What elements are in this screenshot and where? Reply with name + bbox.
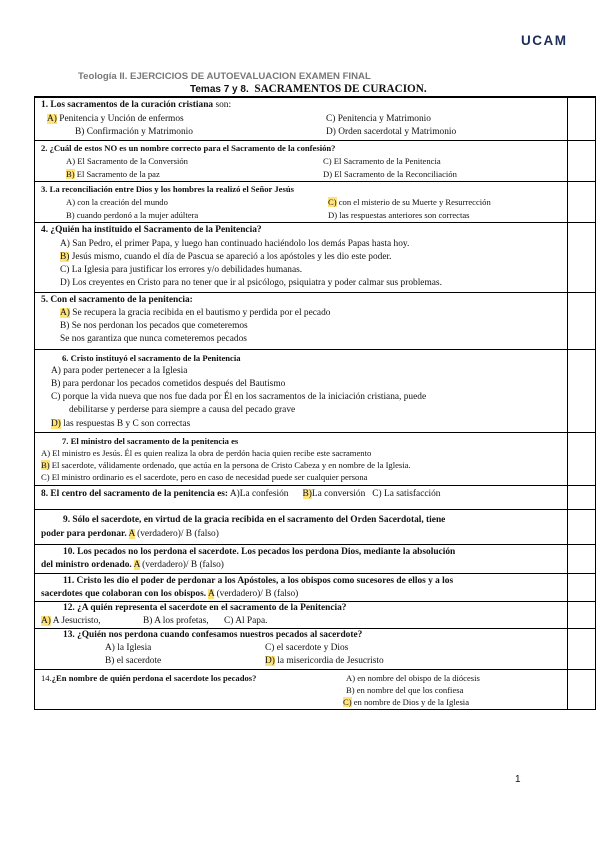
answer-highlight: B) xyxy=(41,460,50,470)
option-4a: A) San Pedro, el primer Papa, y luego han continuado haciéndolo los demás Papas hasta hoy. xyxy=(60,239,410,249)
question-row-8 xyxy=(35,485,595,509)
question-row-2 xyxy=(35,140,595,181)
question-row-4 xyxy=(35,222,595,292)
question-row-1 xyxy=(35,97,595,140)
option-6a: A) para poder pertenecer a la Iglesia xyxy=(51,366,188,376)
option-5b: B) Se nos perdonan los pecados que cometeremos xyxy=(60,321,248,331)
option-12c: C) Al Papa. xyxy=(224,616,268,626)
option-7c: C) El ministro ordinario es el sacerdote, pero en caso de necesidad puede ser cualquier persona xyxy=(41,472,368,482)
answer-highlight: B) xyxy=(66,169,75,179)
question-10-line1: 10. Los pecados no los perdona el sacerdote. Los pecados los perdona Dios, mediante la absolución xyxy=(63,547,456,557)
option-4b: B) Jesús mismo, cuando el día de Pascua se apareció a los apóstoles y les dio este poder. xyxy=(60,252,392,262)
question-3-title: 3. La reconciliación entre Dios y los hombres la realizó el Señor Jesús xyxy=(41,184,294,194)
question-2-title: 2. ¿Cuál de estos NO es un nombre correcto para el Sacramento de la confesión? xyxy=(41,143,336,153)
question-row-14 xyxy=(35,669,595,709)
question-row-6 xyxy=(35,349,595,432)
option-1c: C) Penitencia y Matrimonio xyxy=(326,114,431,124)
answer-highlight: A) xyxy=(47,114,57,124)
answer-highlight: D) xyxy=(265,656,275,666)
answer-highlight: C) xyxy=(328,197,337,207)
option-12b: B) A los profetas, xyxy=(143,616,209,626)
question-row-10 xyxy=(35,544,595,573)
exercise-table xyxy=(34,96,596,710)
answer-highlight: A xyxy=(207,589,215,599)
question-14-title: 14.¿En nombre de quién perdona el sacerdote los pecados? xyxy=(41,673,257,683)
option-6c-line2: debilitarse y perderse para siempre a causa del pecado grave xyxy=(69,405,296,415)
option-13d: D) la misericordia de Jesucristo xyxy=(265,656,384,666)
option-4c: C) La Iglesia para justificar los errores y/o debilidades humanas. xyxy=(60,265,303,275)
option-2b: B) El Sacramento de la paz xyxy=(66,169,160,179)
question-8: 8. El centro del sacramento de la penitencia es: A)La confesión B)La conversión C) La satisfacción xyxy=(41,489,441,499)
option-7b: B) El sacerdote, válidamente ordenado, que actúa en la persona de Cristo Cabeza y en nombre de la Iglesia. xyxy=(41,460,411,470)
ucam-logo: UCAM xyxy=(521,33,568,48)
question-7-title: 7. El ministro del sacramento de la penitencia es xyxy=(62,436,239,446)
question-12-title: 12. ¿A quién representa el sacerdote en el sacramento de la Penitencia? xyxy=(63,603,347,613)
question-6-title: 6. Cristo instituyó el sacramento de la Penitencia xyxy=(62,353,241,363)
question-9-line2: poder para perdonar. A (verdadero)/ B (falso) xyxy=(41,529,219,539)
option-6b: B) para perdonar los pecados cometidos después del Bautismo xyxy=(51,379,286,389)
question-13-title: 13. ¿Quién nos perdona cuando confesamos nuestros pecados al sacerdote? xyxy=(63,630,363,640)
question-4-title: 4. ¿Quién ha instituido el Sacramento de la Penitencia? xyxy=(41,225,262,235)
option-2c: C) El Sacramento de la Penitencia xyxy=(323,156,441,166)
option-1a: A) Penitencia y Unción de enfermos xyxy=(47,114,184,124)
question-8-title: 8. El centro del sacramento de la penitencia es: xyxy=(41,489,229,499)
option-12a: A) A Jesucristo, xyxy=(41,616,101,626)
option-14a: A) en nombre del obispo de la diócesis xyxy=(346,673,480,683)
option-5c: Se nos garantiza que nunca cometeremos pecados xyxy=(60,334,247,344)
document-subtitle xyxy=(190,83,427,95)
answer-highlight: B) xyxy=(60,252,70,262)
answer-highlight: B) xyxy=(302,489,312,499)
option-6c-line1: C) porque la vida nueva que nos fue dada por Él en los sacramentos de la iniciación cristiana, puede xyxy=(51,392,427,402)
page-number: 1 xyxy=(515,774,521,785)
option-4d: D) Los creyentes en Cristo para no tener que ir al psicólogo, psiquiatra y poder calmar sus problemas. xyxy=(60,278,442,288)
answer-highlight: C) xyxy=(343,697,352,707)
option-3a: A) con la creación del mundo xyxy=(66,197,168,207)
answer-highlight: A xyxy=(133,560,140,570)
option-13c: C) el sacerdote y Dios xyxy=(265,643,349,653)
option-5a: A) Se recupera la gracia recibida en el bautismo y perdida por el pecado xyxy=(60,308,331,318)
option-3c: C) con el misterio de su Muerte y Resurrección xyxy=(328,197,491,207)
subtitle-prefix: Temas 7 y 8. xyxy=(190,84,249,95)
question-11-line2: sacerdotes que colaboran con los obispos. A (verdadero)/ B (falso) xyxy=(41,589,299,599)
question-row-11 xyxy=(35,573,595,601)
question-row-12 xyxy=(35,601,595,628)
question-row-7 xyxy=(35,432,595,485)
document-title: Teología II. EJERCICIOS DE AUTOEVALUACION EXAMEN FINAL xyxy=(78,71,371,82)
option-2d: D) El Sacramento de la Reconciliación xyxy=(323,169,457,179)
answer-highlight: A) xyxy=(60,308,70,318)
question-row-3 xyxy=(35,181,595,222)
option-1d: D) Orden sacerdotal y Matrimonio xyxy=(326,127,457,137)
option-13b: B) el sacerdote xyxy=(105,656,162,666)
question-10-line2: del ministro ordenado. A (verdadero)/ B (falso) xyxy=(41,560,224,570)
answer-highlight: A) xyxy=(41,616,51,626)
option-13a: A) la Iglesia xyxy=(105,643,152,653)
question-row-9 xyxy=(35,509,595,544)
question-5-title: 5. Con el sacramento de la penitencia: xyxy=(41,295,193,305)
option-1b: B) Confirmación y Matrimonio xyxy=(75,127,193,137)
option-7a: A) El ministro es Jesús. Él es quien realiza la obra de perdón hacia quien recibe este sacramento xyxy=(41,448,372,458)
answer-highlight: A xyxy=(128,529,135,539)
question-row-5 xyxy=(35,292,595,349)
option-14c: C) en nombre de Dios y de la Iglesia xyxy=(343,697,470,707)
option-14b: B) en nombre del que los confiesa xyxy=(346,685,464,695)
answer-highlight: D) xyxy=(51,419,61,429)
option-2a: A) El Sacramento de la Conversión xyxy=(66,156,188,166)
question-1-title: 1. Los sacramentos de la curación cristiana son: xyxy=(41,100,232,110)
question-9-line1: 9. Sólo el sacerdote, en virtud de la gracia recibida en el sacramento del Orden Sacerdotal, tiene xyxy=(63,515,446,525)
option-3b: B) cuando perdonó a la mujer adúltera xyxy=(66,210,199,220)
option-6d: D) las respuestas B y C son correctas xyxy=(51,419,191,429)
question-row-13 xyxy=(35,628,595,669)
question-11-line1: 11. Cristo les dio el poder de perdonar a los Apóstoles, a los obispos como sucesores de ellos y a los xyxy=(63,576,454,586)
option-3d: D) las respuestas anteriores son correctas xyxy=(328,210,470,220)
subtitle-text: SACRAMENTOS DE CURACION. xyxy=(254,83,427,95)
